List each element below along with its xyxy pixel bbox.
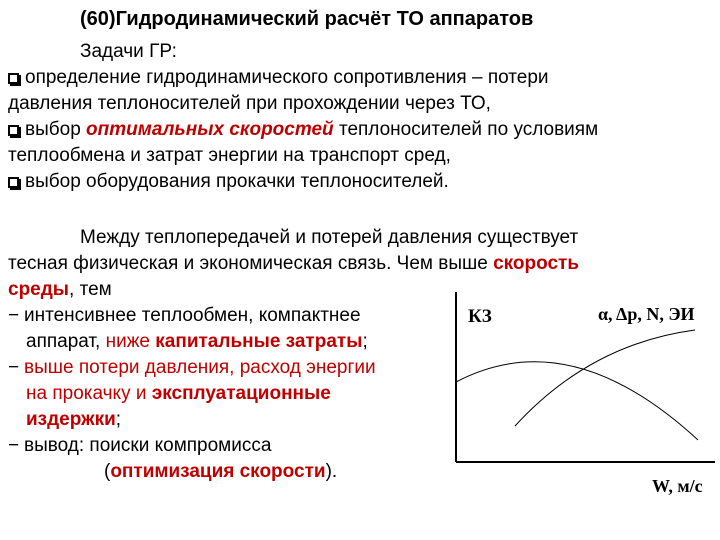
checkbox-bullet-icon xyxy=(8,177,19,188)
paragraph-line-3 xyxy=(8,278,112,302)
capital-costs-emphasis: капитальные затраты xyxy=(155,331,363,352)
list-item-2-text: выше потери давления, расход энергии xyxy=(24,357,376,378)
paragraph-text-end: , тем xyxy=(69,279,112,300)
operating-costs-emphasis: эксплуатационные xyxy=(151,383,331,404)
list-item-3-text: вывод: поиски компромисса xyxy=(24,435,272,456)
operating-cost-curve xyxy=(515,330,695,426)
bullet-item-2 xyxy=(8,118,598,142)
bullet-item-1 xyxy=(8,66,549,90)
expenses-emphasis: издержки xyxy=(26,409,116,430)
y2-axis-label: α, Δp, N, ЭИ xyxy=(598,304,695,324)
list-item-2-continuation-2 xyxy=(26,408,121,432)
list-item-2 xyxy=(8,356,376,380)
dash-marker: − xyxy=(8,305,20,326)
bullet-2-text: выбор xyxy=(25,119,87,140)
list-item-1-punct: ; xyxy=(362,331,368,352)
y-axis-label: КЗ xyxy=(468,306,492,327)
speed-emphasis: скорость xyxy=(493,253,580,274)
bullet-1-text: определение гидродинамического сопротивления – потери xyxy=(25,67,549,88)
medium-emphasis: среды xyxy=(8,279,70,300)
optimal-speeds-emphasis: оптимальных скоростей xyxy=(86,119,334,140)
list-item-3 xyxy=(8,434,271,458)
paragraph-line-2 xyxy=(8,252,579,276)
bullet-1-continuation: давления теплоносителей при прохождении через ТО, xyxy=(8,93,491,114)
list-item-1-text-2: аппарат, xyxy=(26,331,106,352)
optimization-diagram xyxy=(440,290,720,505)
lower-emphasis: ниже xyxy=(105,331,156,352)
bullet-3-text: выбор оборудования прокачки теплоносителей. xyxy=(25,171,449,192)
paragraph-text: тесная физическая и экономическая связь. Чем выше xyxy=(8,253,494,274)
list-item-1-continuation xyxy=(26,330,368,354)
list-item-2-text-2: на прокачку и xyxy=(26,383,152,404)
dash-marker: − xyxy=(8,435,20,456)
dash-marker: − xyxy=(8,357,20,378)
paren-close: ). xyxy=(325,461,338,482)
list-item-1-text: интенсивнее теплообмен, компактнее xyxy=(24,305,361,326)
bullet-2-text-end: теплоносителей по условиям xyxy=(333,119,599,140)
tasks-heading: Задачи ГР: xyxy=(80,41,177,62)
bullet-item-3 xyxy=(8,170,449,194)
checkbox-bullet-icon xyxy=(8,73,19,84)
paren-open: ( xyxy=(104,461,111,482)
speed-optimization-emphasis: оптимизация скорости xyxy=(110,461,326,482)
list-item-2-punct: ; xyxy=(115,409,122,430)
list-item-1 xyxy=(8,304,361,328)
x-axis-label: W, м/с xyxy=(652,476,703,496)
list-item-2-continuation xyxy=(26,382,331,406)
checkbox-bullet-icon xyxy=(8,125,19,136)
bullet-2-continuation: теплообмена и затрат энергии на транспорт сред, xyxy=(8,145,451,166)
list-item-3-continuation xyxy=(104,460,337,484)
paragraph-line-1: Между теплопередачей и потерей давления существует xyxy=(80,227,579,248)
slide-title: (60)Гидродинамический расчёт ТО аппаратов xyxy=(80,8,534,30)
